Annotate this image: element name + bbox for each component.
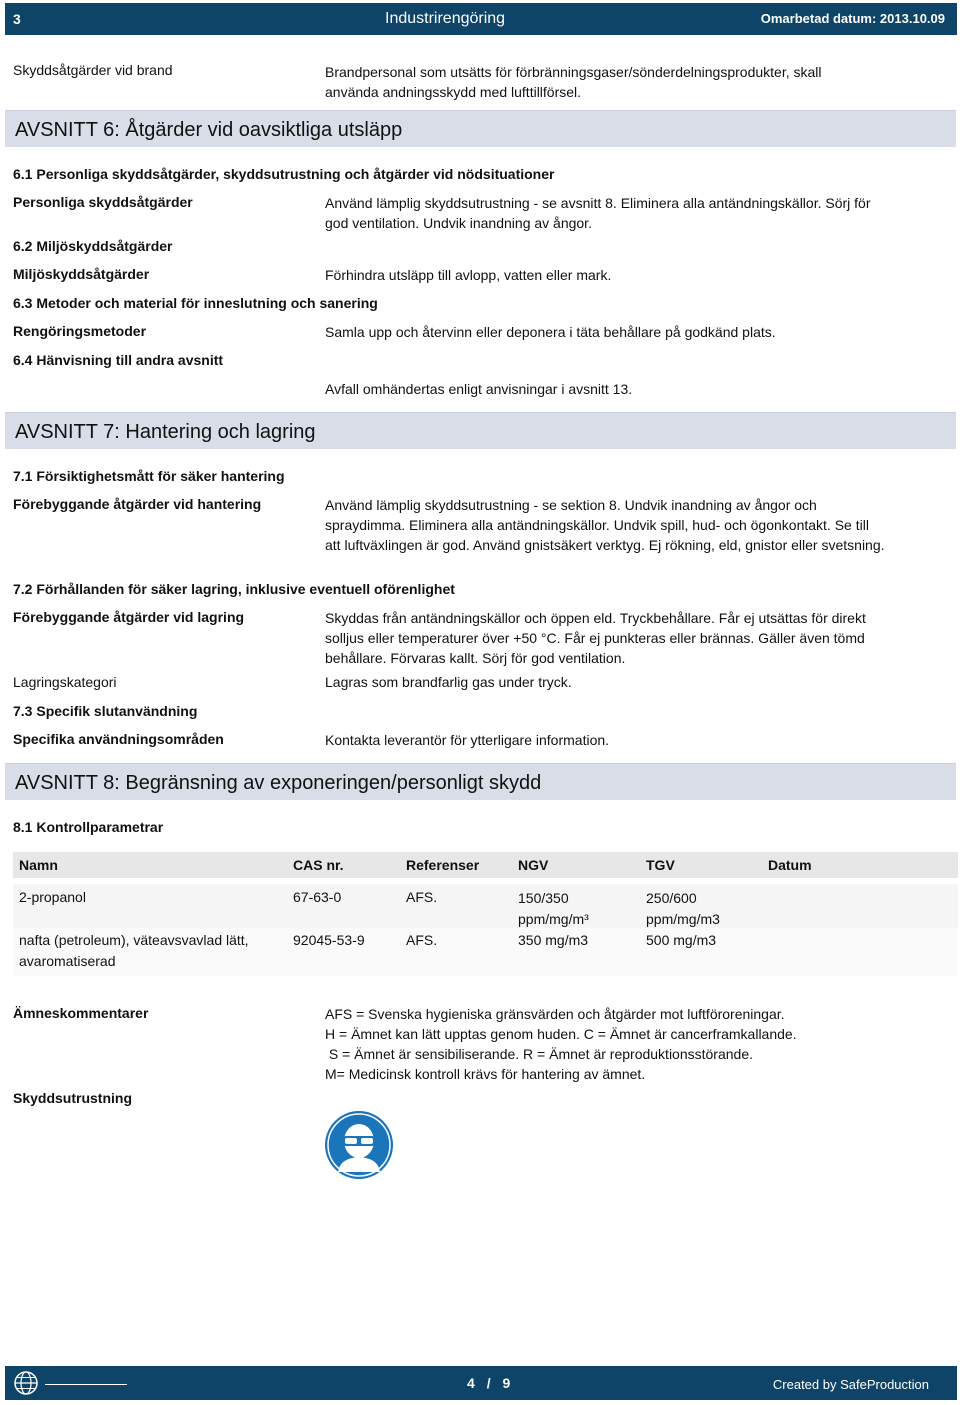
cell-tgv: 250/600 ppm/mg/m3 bbox=[646, 890, 720, 927]
page-header bbox=[5, 3, 957, 35]
page-indicator bbox=[467, 1375, 510, 1391]
cell-ref: AFS. bbox=[406, 932, 438, 948]
category-label: Lagringskategori bbox=[13, 674, 117, 690]
clean-text: Samla upp och återvinn eller deponera i täta behållare på godkänd plats. bbox=[325, 324, 776, 340]
comments-block bbox=[325, 1004, 925, 1084]
env-label: Miljöskyddsåtgärder bbox=[13, 266, 150, 282]
product-name: Industrirengöring bbox=[385, 10, 506, 27]
section-6-header bbox=[5, 110, 956, 147]
handling-label: Förebyggande åtgärder vid hantering bbox=[13, 496, 262, 512]
storage-text: Skyddas från antändningskällor och öppen eld. Tryckbehållare. Får ej utsättas för direkt solljus eller temperaturer över +50 °C. Får ej punkteras eller brännas. Gäller även tömd behållare. Förvaras kallt. Sörj för god ventilation. bbox=[325, 610, 866, 666]
cell-cas: 67-63-0 bbox=[293, 889, 342, 905]
use-label: Specifika användningsområden bbox=[13, 731, 224, 747]
subsection-7-1: 7.1 Försiktighetsmått för säker hantering bbox=[13, 468, 285, 484]
globe-logo-icon bbox=[13, 1370, 39, 1396]
revision-date: Omarbetad datum: 2013.10.09 bbox=[760, 11, 945, 26]
cell-tgv: 500 mg/m3 bbox=[646, 932, 717, 948]
current-page: 4 bbox=[467, 1375, 475, 1391]
ref-text: Avfall omhändertas enligt anvisningar i avsnitt 13. bbox=[325, 381, 633, 397]
section-6-title: AVSNITT 6: Åtgärder vid oavsiktliga utsläpp bbox=[15, 119, 403, 141]
cell-ngv: 350 mg/m3 bbox=[518, 932, 589, 948]
section-8-title: AVSNITT 8: Begränsning av exponeringen/personligt skydd bbox=[15, 772, 542, 794]
subsection-7-2: 7.2 Förhållanden för säker lagring, inklusive eventuell oförenlighet bbox=[13, 581, 455, 597]
safety-goggles-icon bbox=[324, 1110, 394, 1180]
table-row bbox=[13, 884, 958, 928]
use-text: Kontakta leverantör för ytterligare information. bbox=[325, 732, 610, 748]
fire-label: Skyddsåtgärder vid brand bbox=[13, 62, 173, 78]
personal-label: Personliga skyddsåtgärder bbox=[13, 194, 193, 210]
col-header-cas: CAS nr. bbox=[293, 857, 344, 873]
page-footer bbox=[5, 1366, 957, 1400]
subsection-6-1: 6.1 Personliga skyddsåtgärder, skyddsutrustning och åtgärder vid nödsituationer bbox=[13, 166, 555, 182]
cell-ref: AFS. bbox=[406, 889, 438, 905]
comment-line: M= Medicinsk kontroll krävs för hantering av ämnet. bbox=[325, 1066, 646, 1082]
category-text: Lagras som brandfarlig gas under tryck. bbox=[325, 674, 572, 690]
handling-text: Använd lämplig skyddsutrustning - se sektion 8. Undvik inandning av ångor och spraydimma. Eliminera alla antändningskällor. Undvik spill, hud- och ögonkontakt. Se till att luftväxlingen är god. Använd gnistsäkert verktyg. Ej rökning, eld, gnistor eller svetsning. bbox=[325, 497, 885, 553]
comment-line: S = Ämnet är sensibiliserande. R = Ämnet är reproduktionsstörande. bbox=[325, 1046, 753, 1062]
section-number: 3 bbox=[13, 11, 21, 27]
col-header-date: Datum bbox=[768, 857, 812, 873]
section-7-header bbox=[5, 412, 956, 449]
cell-ngv: 150/350 ppm/mg/m³ bbox=[518, 890, 589, 927]
subsection-6-2: 6.2 Miljöskyddsåtgärder bbox=[13, 238, 173, 254]
table-row bbox=[13, 928, 958, 976]
comment-line: AFS = Svenska hygieniska gränsvärden och åtgärder mot luftföroreningar. bbox=[325, 1006, 785, 1022]
comments-label: Ämneskommentarer bbox=[13, 1005, 149, 1021]
col-header-ngv: NGV bbox=[518, 857, 549, 873]
col-header-name: Namn bbox=[19, 857, 58, 873]
cell-name: 2-propanol bbox=[19, 889, 86, 905]
footer-rule bbox=[45, 1384, 127, 1385]
page-separator: / bbox=[486, 1375, 491, 1391]
comment-line: H = Ämnet kan lätt upptas genom huden. C = Ämnet är cancerframkallande. bbox=[325, 1026, 797, 1042]
section-7-title: AVSNITT 7: Hantering och lagring bbox=[15, 421, 316, 443]
clean-label: Rengöringsmetoder bbox=[13, 323, 147, 339]
created-by: Created by SafeProduction bbox=[772, 1377, 929, 1392]
subsection-6-4: 6.4 Hänvisning till andra avsnitt bbox=[13, 352, 224, 368]
ppe-label: Skyddsutrustning bbox=[13, 1090, 133, 1106]
fire-text: Brandpersonal som utsätts för förbränningsgaser/sönderdelningsprodukter, skall använda andningsskydd med lufttillförsel. bbox=[325, 64, 822, 100]
table-header bbox=[13, 852, 958, 878]
col-header-tgv: TGV bbox=[646, 857, 675, 873]
storage-label: Förebyggande åtgärder vid lagring bbox=[13, 609, 245, 625]
cell-name: nafta (petroleum), väteavsvavlad lätt, avaromatiserad bbox=[19, 932, 249, 969]
total-pages: 9 bbox=[502, 1375, 511, 1391]
subsection-7-3: 7.3 Specifik slutanvändning bbox=[13, 703, 198, 719]
section-8-header bbox=[5, 763, 956, 800]
subsection-6-3: 6.3 Metoder och material för inneslutning och sanering bbox=[13, 295, 378, 311]
col-header-ref: Referenser bbox=[406, 857, 480, 873]
env-text: Förhindra utsläpp till avlopp, vatten eller mark. bbox=[325, 267, 612, 283]
subsection-8-1: 8.1 Kontrollparametrar bbox=[13, 819, 164, 835]
personal-text: Använd lämplig skyddsutrustning - se avsnitt 8. Eliminera alla antändningskällor. Sörj för god ventilation. Undvik inandning av ångor. bbox=[325, 195, 871, 231]
cell-cas: 92045-53-9 bbox=[293, 932, 365, 948]
